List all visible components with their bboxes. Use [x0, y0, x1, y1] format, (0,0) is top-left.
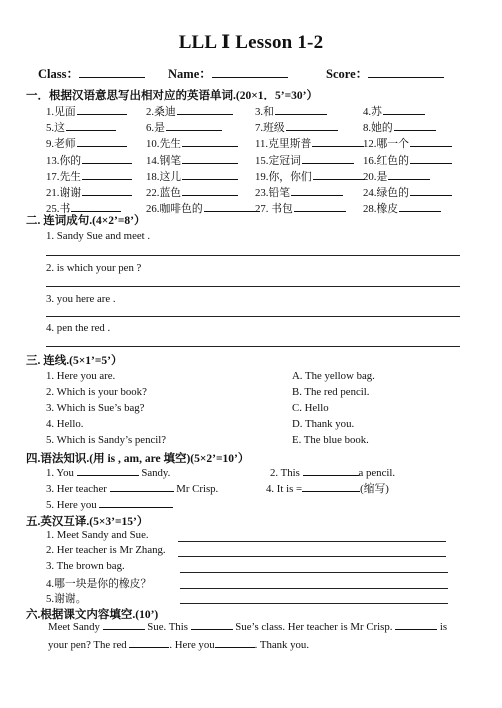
vocab-label: 20.是	[363, 170, 388, 183]
vocab-answer-blank[interactable]	[66, 120, 116, 131]
vocab-label: 25.书	[46, 203, 71, 216]
match-right-c: C. Hello	[292, 402, 329, 414]
vocab-item-5	[46, 120, 116, 135]
vocab-label: 24.绿色的	[363, 187, 409, 199]
vocab-label: 7.班级	[255, 122, 285, 135]
match-right-d: D. Thank you.	[292, 418, 355, 430]
vocab-answer-blank[interactable]	[410, 136, 452, 147]
name-field	[168, 64, 288, 82]
vocab-answer-blank[interactable]	[294, 201, 346, 212]
vocab-answer-blank[interactable]	[182, 153, 238, 164]
score-label: Score：	[326, 67, 369, 81]
vocab-item-16	[363, 153, 452, 168]
translate-question-5: 5.谢谢。	[46, 593, 87, 605]
vocab-label: 16.红色的	[363, 154, 409, 167]
vocab-label: 2.桑迪	[146, 106, 176, 118]
vocab-answer-blank[interactable]	[312, 136, 364, 147]
vocab-answer-blank[interactable]	[82, 169, 132, 180]
section1-heading: 一．根据汉语意思写出相对应的英语单词.(20×1．5’=30’）	[26, 90, 318, 102]
vocab-item-17	[46, 169, 132, 184]
vocab-label: 6.是	[146, 122, 165, 135]
vocab-label: 28.橡皮	[363, 203, 399, 216]
vocab-answer-blank[interactable]	[204, 201, 260, 212]
vocab-item-20	[363, 169, 430, 184]
vocab-item-7	[255, 120, 338, 135]
reorder-question-2: 2. is which your pen ?	[46, 262, 142, 274]
grammar-blank-5[interactable]	[99, 497, 173, 508]
vocab-answer-blank[interactable]	[275, 104, 327, 115]
vocab-label: 4.苏	[363, 106, 382, 118]
translate-line-3[interactable]	[180, 572, 448, 573]
reorder-question-1: 1. Sandy Sue and meet .	[46, 230, 151, 242]
vocab-answer-blank[interactable]	[410, 185, 452, 196]
vocab-answer-blank[interactable]	[182, 136, 238, 147]
vocab-item-12	[363, 136, 452, 151]
vocab-answer-blank[interactable]	[302, 153, 354, 164]
vocab-label: 5.这	[46, 122, 65, 135]
vocab-answer-blank[interactable]	[286, 120, 338, 131]
vocab-item-22	[146, 185, 238, 200]
vocab-item-28	[363, 201, 441, 216]
grammar-blank-4[interactable]	[302, 481, 360, 492]
cloze-blank-4[interactable]	[129, 637, 169, 648]
vocab-label: 1.见面	[46, 106, 76, 118]
vocab-item-8	[363, 120, 436, 135]
vocab-answer-blank[interactable]	[77, 136, 127, 147]
match-left-2: 2. Which is your book?	[46, 386, 147, 398]
answer-line-4[interactable]	[46, 346, 460, 347]
answer-line-1[interactable]	[46, 255, 460, 256]
vocab-answer-blank[interactable]	[182, 185, 238, 196]
section5-heading: 五.英汉互译.(5×3’=15’）	[26, 516, 149, 528]
vocab-label: 27. 书包	[255, 203, 293, 216]
cloze-blank-3[interactable]	[395, 619, 437, 630]
vocab-item-1	[46, 104, 127, 119]
vocab-answer-blank[interactable]	[82, 185, 132, 196]
translate-line-5[interactable]	[180, 603, 448, 604]
grammar-question-5: 5. Here you	[46, 497, 173, 511]
vocab-label: 19.你，你们	[255, 170, 312, 183]
vocab-item-27	[255, 201, 346, 216]
vocab-label: 3.和	[255, 106, 274, 118]
vocab-item-14	[146, 153, 238, 168]
vocab-item-24	[363, 185, 452, 200]
grammar-question-4: 4. It is = (缩写)	[266, 483, 389, 495]
vocab-label: 13.你的	[46, 154, 82, 167]
vocab-label: 9.老师	[46, 138, 76, 151]
vocab-item-21	[46, 185, 132, 200]
section4-heading: 四.语法知识.(用 is , am, are 填空)(5×2’=10’）	[26, 453, 250, 465]
vocab-answer-blank[interactable]	[182, 169, 238, 180]
cloze-blank-5[interactable]	[215, 637, 255, 648]
match-left-1: 1. Here you are.	[46, 370, 116, 382]
section2-heading: 二. 连词成句.(4×2’=8’）	[26, 215, 146, 227]
vocab-item-6	[146, 120, 222, 135]
vocab-item-10	[146, 136, 238, 151]
vocab-answer-blank[interactable]	[177, 104, 233, 115]
vocab-answer-blank[interactable]	[77, 104, 127, 115]
vocab-item-23	[255, 185, 343, 200]
class-blank[interactable]	[79, 66, 145, 78]
vocab-label: 10.先生	[146, 138, 182, 151]
grammar-blank-2[interactable]	[303, 465, 359, 476]
reorder-question-3: 3. you here are .	[46, 293, 116, 305]
grammar-blank-3[interactable]	[110, 481, 174, 492]
vocab-answer-blank[interactable]	[166, 120, 222, 131]
cloze-blank-2[interactable]	[191, 619, 233, 630]
vocab-label: 11.克里斯普	[255, 138, 312, 151]
vocab-label: 8.她的	[363, 122, 393, 135]
vocab-answer-blank[interactable]	[410, 153, 452, 164]
vocab-item-2	[146, 104, 233, 119]
answer-line-2[interactable]	[46, 286, 460, 287]
match-left-4: 4. Hello.	[46, 418, 84, 430]
vocab-label: 26.咖啡色的	[146, 203, 203, 216]
reorder-question-4: 4. pen the red .	[46, 322, 111, 334]
translate-line-1[interactable]	[178, 541, 446, 542]
vocab-answer-blank[interactable]	[388, 169, 430, 180]
vocab-label: 22.蓝色	[146, 187, 182, 199]
vocab-answer-blank[interactable]	[383, 104, 425, 115]
vocab-item-4	[363, 104, 425, 119]
vocab-item-11	[255, 136, 364, 151]
vocab-label: 23.铅笔	[255, 187, 291, 199]
vocab-label: 12.哪一个	[363, 138, 409, 151]
grammar-question-2: 2. This a pencil.	[270, 467, 396, 479]
cloze-paragraph: Meet Sandy Sue. This Sue’s class. Her teacher is Mr Crisp. is your pen? The red . Here you . Thank you.	[48, 621, 448, 651]
translate-line-2[interactable]	[178, 556, 446, 557]
vocab-label: 18.这儿	[146, 170, 182, 183]
grammar-blank-1[interactable]	[77, 465, 139, 476]
vocab-label: 17.先生	[46, 170, 82, 183]
match-right-a: A. The yellow bag.	[292, 370, 375, 382]
page-title: LLL Ⅰ Lesson 1-2	[178, 32, 324, 53]
vocab-label: 15.定冠词	[255, 154, 301, 167]
name-label: Name：	[168, 67, 212, 81]
match-right-e: E. The blue book.	[292, 434, 369, 446]
score-field	[326, 64, 444, 82]
vocab-answer-blank[interactable]	[394, 120, 436, 131]
section6-heading: 六.根据课文内容填空.(10’)	[26, 609, 159, 621]
vocab-item-13	[46, 153, 132, 168]
vocab-label: 14.钢笔	[146, 154, 182, 167]
class-label: Class：	[38, 67, 79, 81]
vocab-item-26	[146, 201, 260, 216]
translate-question-3: 3. The brown bag.	[46, 560, 125, 572]
vocab-item-15	[255, 153, 354, 168]
section3-heading: 三. 连线.(5×1’=5’）	[26, 355, 123, 367]
vocab-answer-blank[interactable]	[291, 185, 343, 196]
grammar-question-3: 3. Her teacher Mr Crisp.	[46, 483, 219, 495]
vocab-item-18	[146, 169, 238, 184]
match-left-5: 5. Which is Sandy’s pencil?	[46, 434, 167, 446]
match-right-b: B. The red pencil.	[292, 386, 370, 398]
vocab-answer-blank[interactable]	[82, 153, 132, 164]
grammar-question-1: 1. You Sandy.	[46, 467, 171, 479]
match-left-3: 3. Which is Sue’s bag?	[46, 402, 145, 414]
translate-question-1: 1. Meet Sandy and Sue.	[46, 529, 149, 541]
vocab-item-19	[255, 169, 365, 184]
cloze-blank-1[interactable]	[103, 619, 145, 630]
translate-line-4[interactable]	[180, 588, 448, 589]
name-blank[interactable]	[212, 66, 288, 78]
vocab-answer-blank[interactable]	[313, 169, 365, 180]
translate-question-2: 2. Her teacher is Mr Zhang.	[46, 544, 166, 556]
vocab-label: 21.谢谢	[46, 187, 82, 199]
answer-line-3[interactable]	[46, 316, 460, 317]
vocab-answer-blank[interactable]	[71, 201, 121, 212]
vocab-item-9	[46, 136, 127, 151]
vocab-item-3	[255, 104, 327, 119]
score-blank[interactable]	[368, 66, 444, 78]
class-field	[38, 64, 145, 82]
vocab-answer-blank[interactable]	[399, 201, 441, 212]
translate-question-4: 4.哪一块是你的橡皮？	[46, 578, 152, 590]
